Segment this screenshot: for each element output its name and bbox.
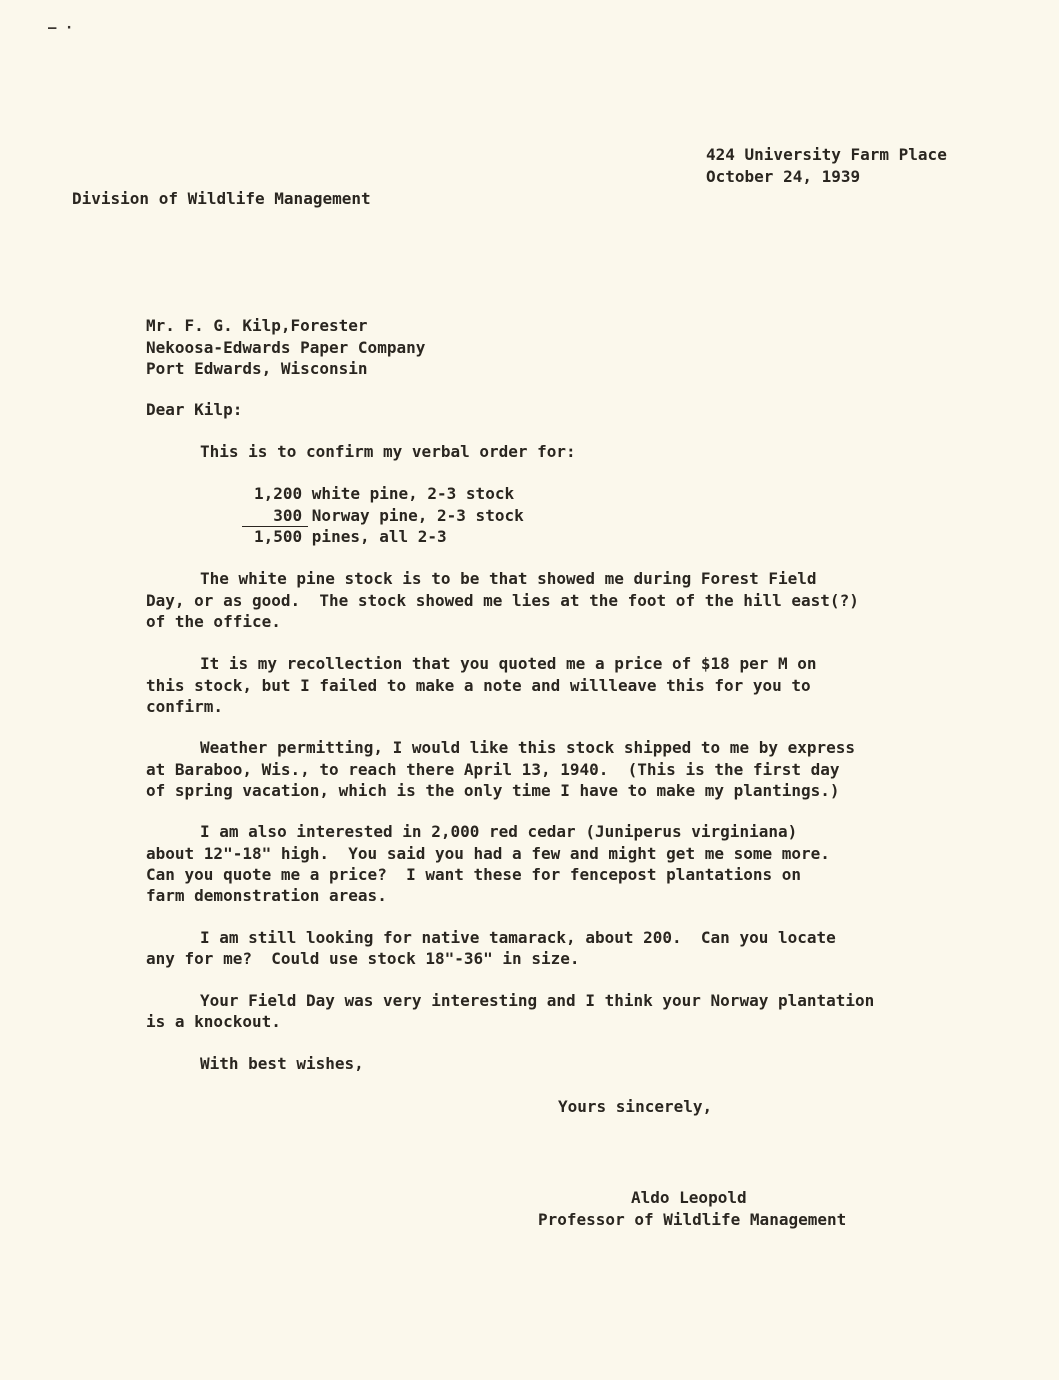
paragraph-3-line-2: at Baraboo, Wis., to reach there April 13, 1940. (This is the first day xyxy=(146,760,840,779)
paragraph-3-line-3: of spring vacation, which is the only time I have to make my plantings.) xyxy=(146,781,840,800)
sender-address-street: 424 University Farm Place xyxy=(706,145,947,164)
recipient-location: Port Edwards, Wisconsin xyxy=(146,359,368,378)
paragraph-1-line-3: of the office. xyxy=(146,612,281,631)
paragraph-6-line-2: is a knockout. xyxy=(146,1012,281,1031)
division-heading: Division of Wildlife Management xyxy=(72,189,371,208)
paragraph-2-line-1: It is my recollection that you quoted me a price of $18 per M on xyxy=(200,654,817,673)
recipient-name: Mr. F. G. Kilp,Forester xyxy=(146,316,368,335)
order-row-norway-pine: 300 Norway pine, 2-3 stock xyxy=(254,506,524,525)
order-row-total: 1,500 pines, all 2-3 xyxy=(254,527,447,546)
order-row-white-pine: 1,200 white pine, 2-3 stock xyxy=(254,484,515,503)
paragraph-5-line-2: any for me? Could use stock 18"-36" in size. xyxy=(146,949,580,968)
paragraph-4-line-2: about 12"-18" high. You said you had a few and might get me some more. xyxy=(146,844,830,863)
signature-name: Aldo Leopold xyxy=(631,1188,747,1207)
paragraph-4-line-1: I am also interested in 2,000 red cedar (Juniperus virginiana) xyxy=(200,822,798,841)
stray-ink-mark: — · xyxy=(48,20,74,36)
signature-title: Professor of Wildlife Management xyxy=(538,1210,847,1229)
paragraph-2-line-3: confirm. xyxy=(146,697,224,716)
paragraph-6-line-1: Your Field Day was very interesting and I think your Norway plantation xyxy=(200,991,875,1010)
paragraph-3-line-1: Weather permitting, I would like this stock shipped to me by express xyxy=(200,738,856,757)
closing-wishes: With best wishes, xyxy=(200,1054,364,1073)
salutation: Dear Kilp: xyxy=(146,400,243,419)
paragraph-2-line-2: this stock, but I failed to make a note and willleave this for you to xyxy=(146,676,811,695)
paragraph-5-line-1: I am still looking for native tamarack, about 200. Can you locate xyxy=(200,928,836,947)
paragraph-1-line-2: Day, or as good. The stock showed me lies at the foot of the hill east(?) xyxy=(146,591,859,610)
paragraph-4-line-4: farm demonstration areas. xyxy=(146,886,387,905)
valediction: Yours sincerely, xyxy=(558,1097,713,1116)
recipient-company: Nekoosa-Edwards Paper Company xyxy=(146,338,426,357)
paragraph-4-line-3: Can you quote me a price? I want these for fencepost plantations on xyxy=(146,865,802,884)
paragraph-1-line-1: The white pine stock is to be that showed me during Forest Field xyxy=(200,569,817,588)
order-intro: This is to confirm my verbal order for: xyxy=(200,442,576,461)
letter-date: October 24, 1939 xyxy=(706,167,861,186)
